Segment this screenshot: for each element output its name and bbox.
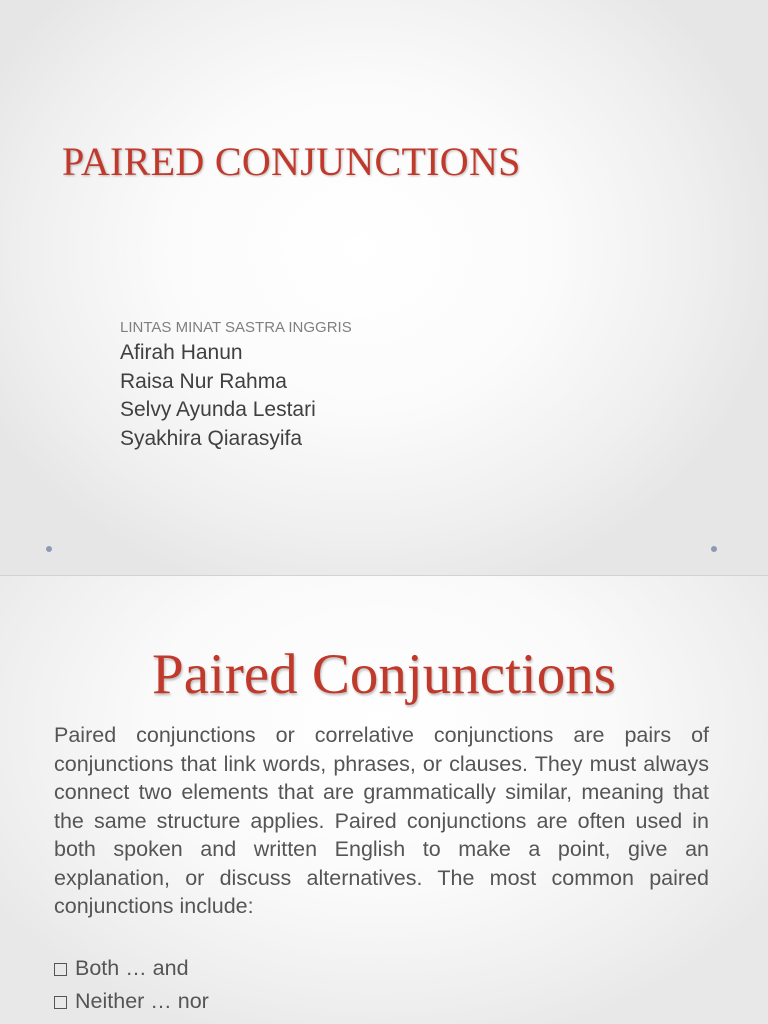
author-name: Raisa Nur Rahma xyxy=(120,369,287,393)
list-item xyxy=(54,987,209,1020)
list-item-text: Neither … nor xyxy=(75,989,209,1013)
list-item-text: Both … and xyxy=(75,956,189,980)
list-item xyxy=(54,954,209,987)
bullet-list xyxy=(54,954,209,1020)
content-slide xyxy=(0,576,768,1024)
author-name: Afirah Hanun xyxy=(120,341,243,364)
dot-icon xyxy=(711,546,717,552)
checkbox-bullet-icon xyxy=(54,996,67,1009)
author-name: Selvy Ayunda Lestari xyxy=(120,398,316,421)
body-paragraph: Paired conjunctions or correlative conjunctions are pairs of conjunctions that link words, phrases, or clauses. They must always connect two elements that are grammatically similar, meaning that the same structure applies. Paired conjunctions are often used in both spoken and written English to make a point, give an explanation, or discuss alternatives. The most common paired conjunctions include: xyxy=(54,723,709,918)
slide-title: PAIRED CONJUNCTIONS xyxy=(62,139,521,184)
author-list xyxy=(120,339,316,453)
checkbox-bullet-icon xyxy=(54,963,67,976)
dot-icon xyxy=(46,546,52,552)
slide-title: Paired Conjunctions xyxy=(152,643,616,706)
subheading: LINTAS MINAT SASTRA INGGRIS xyxy=(120,319,352,336)
author-name: Syakhira Qiarasyifa xyxy=(120,426,303,450)
